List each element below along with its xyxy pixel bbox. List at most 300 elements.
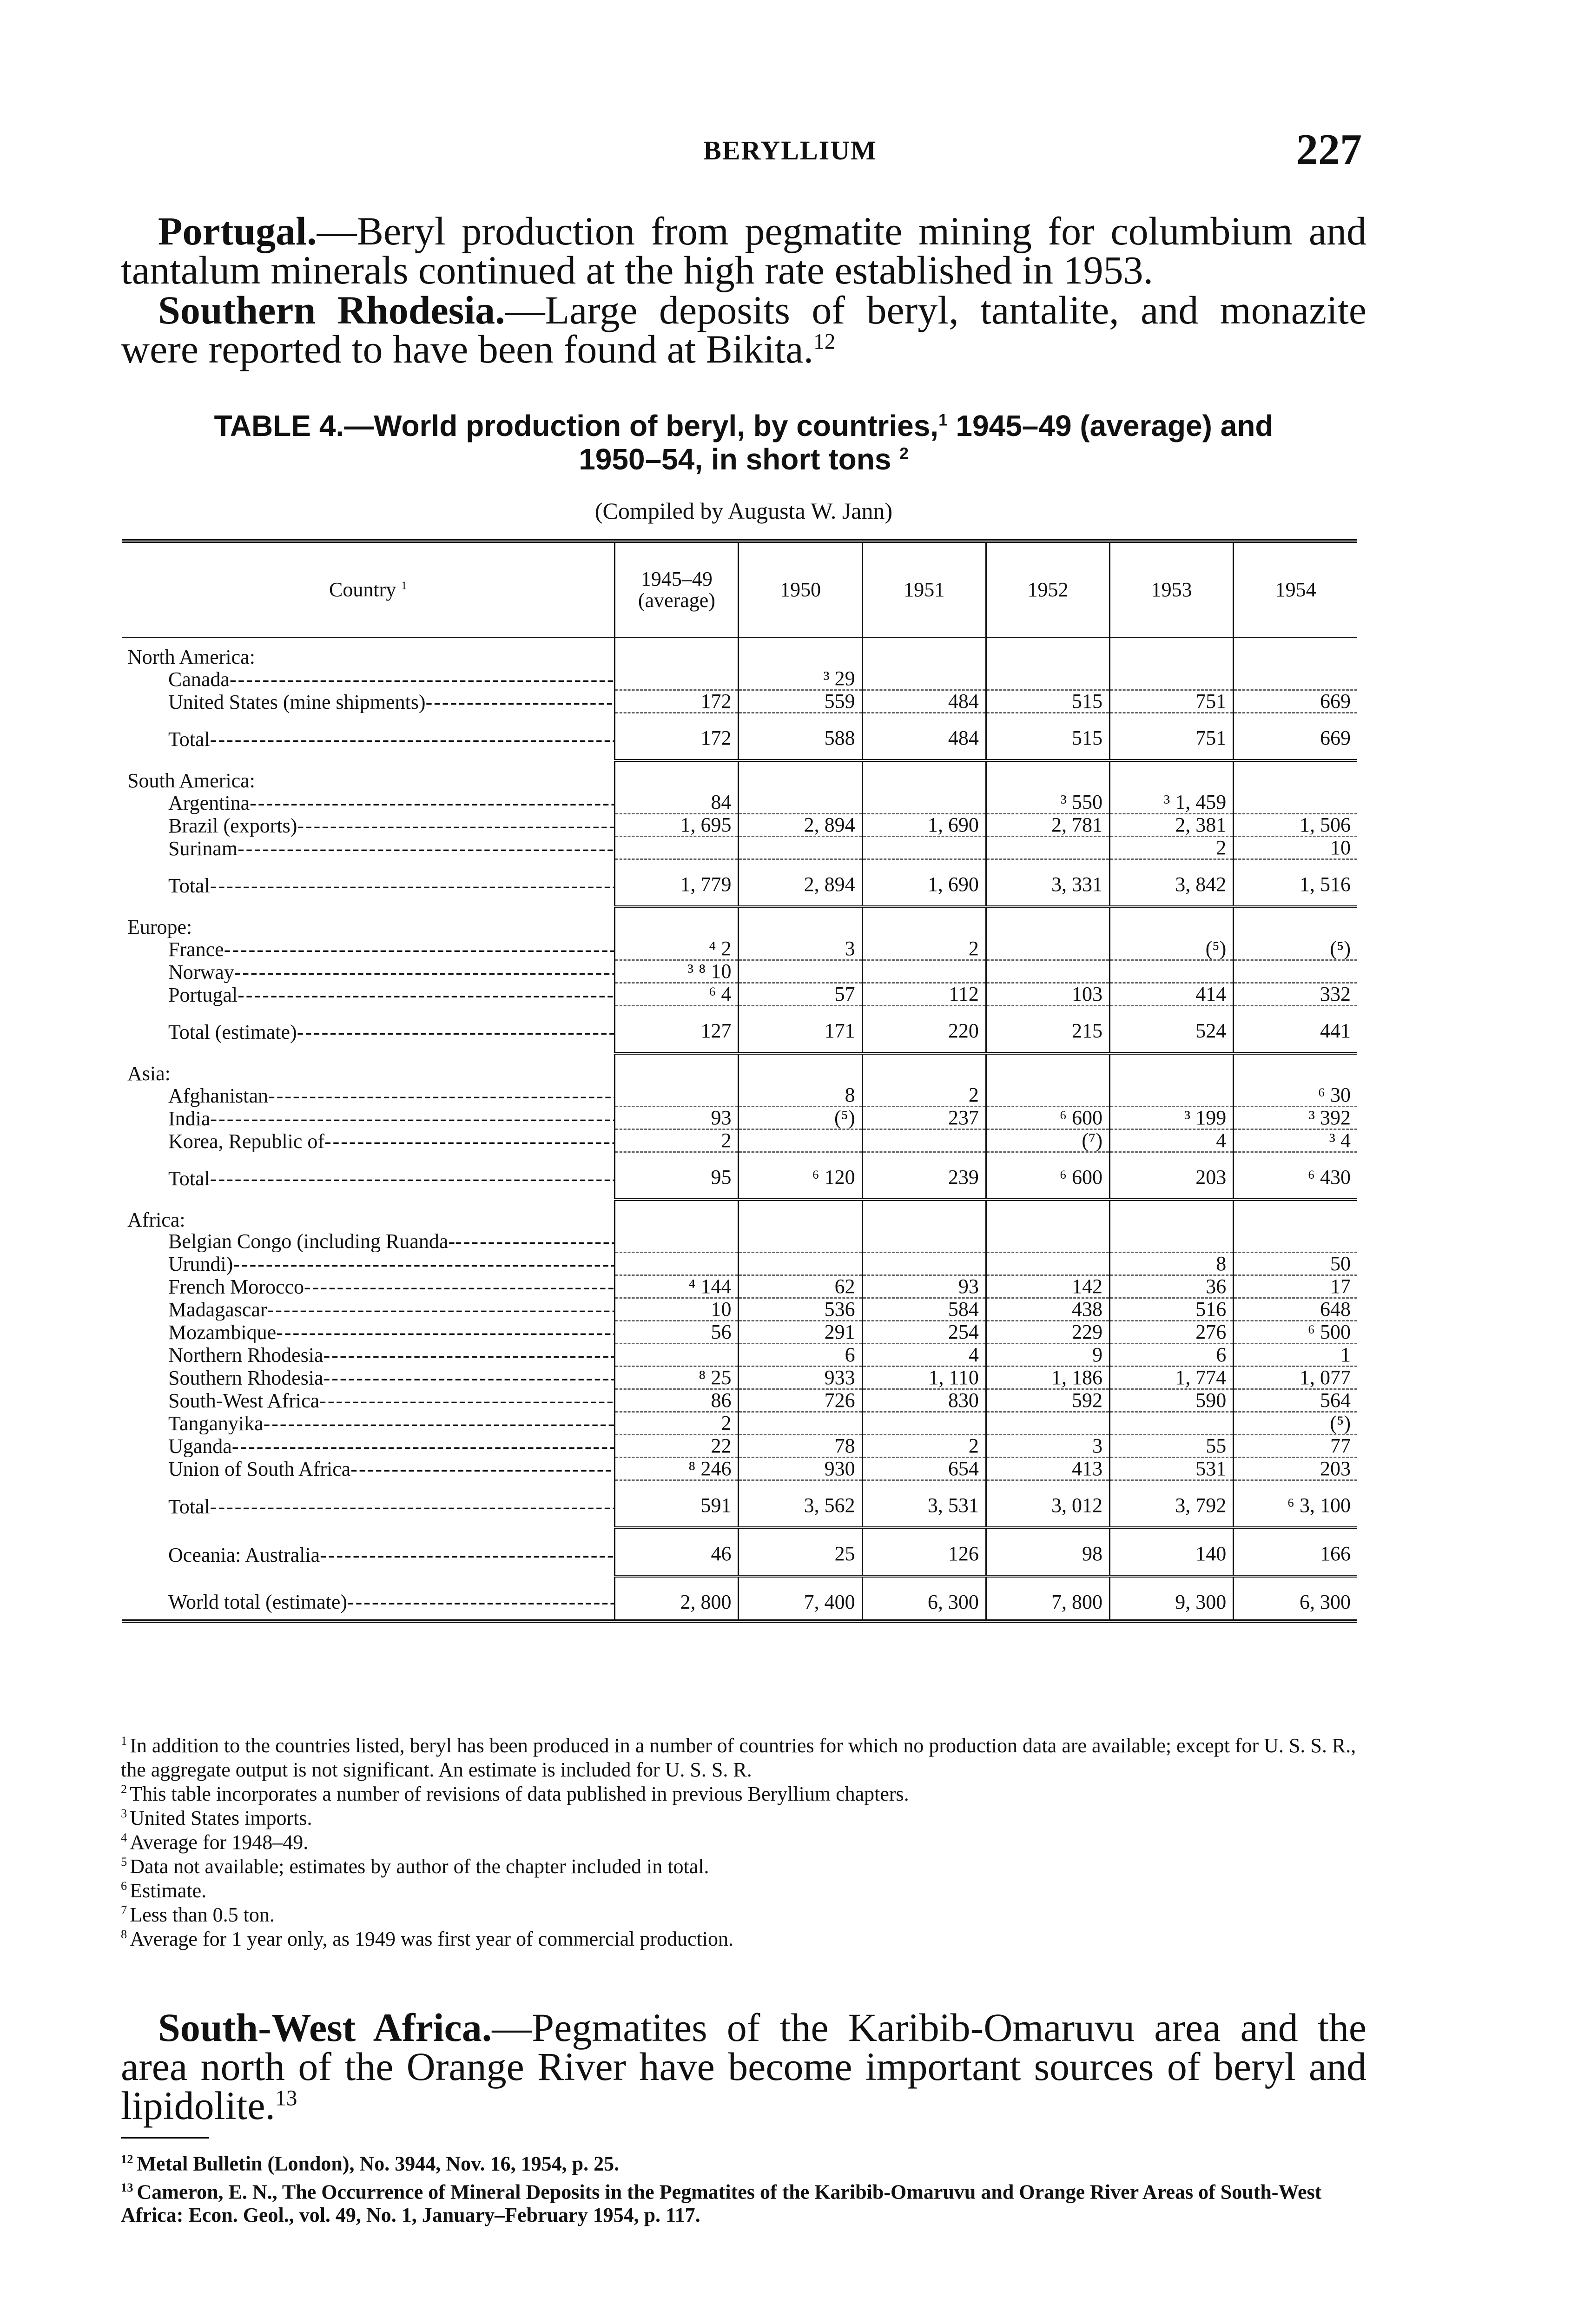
paragraph-text: —Pegmatites of the Karibib-Omaruvu area and the area north of the Orange River have become important sources of beryl and lipidolite. xyxy=(121,2005,1366,2128)
value-cell: 669 xyxy=(1234,690,1357,713)
table-group-row xyxy=(122,907,1357,938)
column-header-1952: 1952 xyxy=(986,541,1109,638)
page-number: 227 xyxy=(1296,125,1362,174)
value-cell xyxy=(1110,1200,1234,1231)
value-cell: 3, 842 xyxy=(1110,859,1234,907)
table-footnote: $^2$ This table incorporates a number of revisions of data published in previous Beryllium chapters. xyxy=(121,1782,909,1805)
value-cell: 10 xyxy=(615,1298,739,1320)
value-cell xyxy=(986,1084,1109,1107)
value-cell xyxy=(1234,907,1357,938)
value-cell: ⁶ 3, 100 xyxy=(1234,1480,1357,1528)
value-cell: 515 xyxy=(986,690,1109,713)
value-cell: 93 xyxy=(615,1107,739,1129)
country-name-cell: Total ----- xyxy=(122,1480,615,1528)
value-cell: 2, 781 xyxy=(986,814,1109,837)
table-footnote: $^4$ Average for 1948–49. xyxy=(121,1830,309,1854)
footnote-divider xyxy=(121,2137,209,2139)
value-cell: 17 xyxy=(1234,1275,1357,1298)
value-cell: ³ 199 xyxy=(1110,1107,1234,1129)
value-cell xyxy=(986,1252,1109,1275)
source-footnote: $^{13}$ Cameron, E. N., The Occurrence of Mineral Deposits in the Pegmatites of the Karibib-Omaruvu and Orange River Areas of South-West Africa: Econ. Geol., vol. 49, No. 1, January–February 1954, p. 117. xyxy=(121,2180,1322,2227)
value-cell: 2 xyxy=(862,938,986,960)
value-cell xyxy=(615,638,739,668)
value-cell: ⁶ 30 xyxy=(1234,1084,1357,1107)
value-cell xyxy=(986,1200,1109,1231)
value-cell xyxy=(862,1231,986,1252)
value-cell: 172 xyxy=(615,690,739,713)
value-cell: 9, 300 xyxy=(1110,1576,1234,1621)
table-row xyxy=(122,1320,1357,1343)
country-name-cell: Belgian Congo (including Ruanda- ----- xyxy=(122,1231,615,1252)
value-cell: (⁵) xyxy=(1234,1412,1357,1434)
value-cell: 332 xyxy=(1234,983,1357,1006)
value-cell xyxy=(739,638,862,668)
table-group-row xyxy=(122,1053,1357,1084)
footnote-ref: 12 xyxy=(813,330,836,354)
value-cell xyxy=(862,1200,986,1231)
country-name-cell: South America: xyxy=(127,769,255,792)
table-row xyxy=(122,983,1357,1006)
value-cell: 93 xyxy=(862,1275,986,1298)
country-name-cell: Portugal ----- xyxy=(122,983,615,1006)
table-row xyxy=(122,1434,1357,1457)
country-name-cell: Total ----- xyxy=(122,1152,615,1200)
country-name-cell: Mozambique ----- xyxy=(122,1320,615,1343)
value-cell: ⁸ 25 xyxy=(615,1366,739,1389)
value-cell xyxy=(986,960,1109,983)
value-cell: 2, 381 xyxy=(1110,814,1234,837)
value-cell xyxy=(986,907,1109,938)
value-cell xyxy=(862,1129,986,1152)
value-cell xyxy=(739,837,862,859)
value-cell: ³ 29 xyxy=(739,668,862,690)
country-name-cell: Europe: xyxy=(127,916,192,938)
value-cell: 1, 690 xyxy=(862,859,986,907)
country-name-cell: World total (estimate) ----- xyxy=(122,1576,615,1621)
country-name-cell: North America: xyxy=(127,646,255,668)
value-cell: 86 xyxy=(615,1389,739,1412)
value-cell: 726 xyxy=(739,1389,862,1412)
table-row xyxy=(122,1457,1357,1480)
table-footnote: $^5$ Data not available; estimates by author of the chapter included in total. xyxy=(121,1855,709,1878)
table-title-line-1: TABLE 4.—World production of beryl, by countries,$^1$ 1945–49 (average) and xyxy=(214,409,1274,442)
paragraph-heading: Southern Rhodesia. xyxy=(158,288,505,332)
country-name-cell: Union of South Africa ----- xyxy=(122,1457,615,1480)
value-cell: 438 xyxy=(986,1298,1109,1320)
value-cell: 220 xyxy=(862,1006,986,1054)
value-cell: 2 xyxy=(862,1084,986,1107)
paragraph-text: —Beryl production from pegmatite mining for columbium and tantalum minerals continued at the high rate established in 1953. xyxy=(121,209,1366,292)
value-cell: ³ ⁸ 10 xyxy=(615,960,739,983)
table-row xyxy=(122,1107,1357,1129)
table-row xyxy=(122,792,1357,814)
value-cell: 516 xyxy=(1110,1298,1234,1320)
value-cell: 1, 779 xyxy=(615,859,739,907)
table-title-line-2: 1950–54, in short tons $^2$ xyxy=(579,442,909,476)
value-cell: 6 xyxy=(739,1343,862,1366)
value-cell: 584 xyxy=(862,1298,986,1320)
value-cell: 4 xyxy=(862,1343,986,1366)
value-cell: ⁶ 430 xyxy=(1234,1152,1357,1200)
table-total-row xyxy=(122,1006,1357,1054)
value-cell xyxy=(1110,907,1234,938)
value-cell: ³ 550 xyxy=(986,792,1109,814)
value-cell xyxy=(739,760,862,792)
value-cell xyxy=(862,907,986,938)
table-compiler-credit: (Compiled by Augusta W. Jann) xyxy=(594,498,893,524)
value-cell: 484 xyxy=(862,713,986,761)
value-cell: 1 xyxy=(1234,1343,1357,1366)
value-cell xyxy=(986,837,1109,859)
table-footnote: $^3$ United States imports. xyxy=(121,1806,312,1829)
table-total-row xyxy=(122,859,1357,907)
column-header-1953: 1953 xyxy=(1110,541,1234,638)
table-total-row xyxy=(122,713,1357,761)
value-cell: 229 xyxy=(986,1320,1109,1343)
country-name-cell: South-West Africa ----- xyxy=(122,1389,615,1412)
table-total-row xyxy=(122,1480,1357,1528)
value-cell: 2, 800 xyxy=(615,1576,739,1621)
value-cell xyxy=(739,1053,862,1084)
value-cell: 237 xyxy=(862,1107,986,1129)
value-cell: 8 xyxy=(1110,1252,1234,1275)
value-cell: 648 xyxy=(1234,1298,1357,1320)
value-cell: 215 xyxy=(986,1006,1109,1054)
value-cell: 830 xyxy=(862,1389,986,1412)
running-title: BERYLLIUM xyxy=(703,135,877,165)
value-cell: 515 xyxy=(986,713,1109,761)
value-cell: 3, 531 xyxy=(862,1480,986,1528)
value-cell xyxy=(615,1231,739,1252)
table-world-total-row xyxy=(122,1576,1357,1621)
country-name-cell: Madagascar ----- xyxy=(122,1298,615,1320)
value-cell xyxy=(739,1231,862,1252)
value-cell xyxy=(739,1412,862,1434)
value-cell xyxy=(615,1252,739,1275)
value-cell xyxy=(1234,1053,1357,1084)
value-cell: 590 xyxy=(1110,1389,1234,1412)
value-cell xyxy=(862,1252,986,1275)
value-cell: 55 xyxy=(1110,1434,1234,1457)
table-total-row xyxy=(122,1528,1357,1576)
value-cell: 103 xyxy=(986,983,1109,1006)
value-cell: 56 xyxy=(615,1320,739,1343)
table-row xyxy=(122,1252,1357,1275)
table-row xyxy=(122,1231,1357,1252)
value-cell: 6 xyxy=(1110,1343,1234,1366)
value-cell: 84 xyxy=(615,792,739,814)
table-row xyxy=(122,1129,1357,1152)
value-cell: 3, 562 xyxy=(739,1480,862,1528)
value-cell xyxy=(1110,1231,1234,1252)
value-cell xyxy=(1110,668,1234,690)
value-cell: 484 xyxy=(862,690,986,713)
country-name-cell: Canada ----- xyxy=(122,668,615,690)
table-row xyxy=(122,1366,1357,1389)
value-cell xyxy=(1234,1231,1357,1252)
value-cell: 2 xyxy=(615,1412,739,1434)
paragraph-southern-rhodesia xyxy=(121,290,1366,369)
value-cell: 654 xyxy=(862,1457,986,1480)
value-cell: 203 xyxy=(1110,1152,1234,1200)
value-cell xyxy=(739,1200,862,1231)
country-name-cell: United States (mine shipments) ----- xyxy=(122,690,615,713)
value-cell xyxy=(739,1252,862,1275)
value-cell: 7, 400 xyxy=(739,1576,862,1621)
value-cell: (⁵) xyxy=(1234,938,1357,960)
value-cell: 413 xyxy=(986,1457,1109,1480)
value-cell xyxy=(986,760,1109,792)
table-group-row xyxy=(122,760,1357,792)
table-footnote: $^7$ Less than 0.5 ton. xyxy=(121,1903,275,1926)
paragraph-text: —Large deposits of beryl, tantalite, and monazite were reported to have been found at Bikita. xyxy=(121,288,1366,371)
value-cell: 531 xyxy=(1110,1457,1234,1480)
value-cell: 536 xyxy=(739,1298,862,1320)
table-footnote: $^8$ Average for 1 year only, as 1949 was first year of commercial production. xyxy=(121,1927,733,1950)
country-name-cell: Total ----- xyxy=(122,859,615,907)
value-cell: 2, 894 xyxy=(739,859,862,907)
value-cell: 3 xyxy=(739,938,862,960)
value-cell: 2 xyxy=(615,1129,739,1152)
table-body xyxy=(122,638,1357,1621)
value-cell: 25 xyxy=(739,1528,862,1576)
table-group-row xyxy=(122,1200,1357,1231)
value-cell: 142 xyxy=(986,1275,1109,1298)
value-cell: ⁸ 246 xyxy=(615,1457,739,1480)
value-cell xyxy=(1110,638,1234,668)
value-cell: ⁶ 500 xyxy=(1234,1320,1357,1343)
country-name-cell: Brazil (exports) ----- xyxy=(122,814,615,837)
value-cell: 591 xyxy=(615,1480,739,1528)
value-cell: 592 xyxy=(986,1389,1109,1412)
value-cell: 22 xyxy=(615,1434,739,1457)
value-cell: 291 xyxy=(739,1320,862,1343)
value-cell: 1, 186 xyxy=(986,1366,1109,1389)
value-cell: ³ 392 xyxy=(1234,1107,1357,1129)
value-cell: 7, 800 xyxy=(986,1576,1109,1621)
value-cell xyxy=(986,938,1109,960)
value-cell: 1, 506 xyxy=(1234,814,1357,837)
value-cell xyxy=(1234,638,1357,668)
country-name-cell: Surinam ----- xyxy=(122,837,615,859)
value-cell: ⁴ 144 xyxy=(615,1275,739,1298)
value-cell xyxy=(1234,760,1357,792)
value-cell xyxy=(1234,960,1357,983)
value-cell xyxy=(862,792,986,814)
table-row xyxy=(122,690,1357,713)
country-name-cell: Tanganyika ----- xyxy=(122,1412,615,1434)
value-cell: 1, 695 xyxy=(615,814,739,837)
value-cell: 3 xyxy=(986,1434,1109,1457)
table-row xyxy=(122,837,1357,859)
table-row xyxy=(122,1275,1357,1298)
country-name-cell: Asia: xyxy=(127,1062,171,1084)
table-group-row xyxy=(122,638,1357,668)
country-name-cell: Total ----- xyxy=(122,713,615,761)
value-cell: ⁶ 120 xyxy=(739,1152,862,1200)
value-cell: 933 xyxy=(739,1366,862,1389)
paragraph-portugal xyxy=(121,211,1366,290)
table-row xyxy=(122,1412,1357,1434)
value-cell: 239 xyxy=(862,1152,986,1200)
value-cell xyxy=(615,760,739,792)
value-cell xyxy=(615,837,739,859)
value-cell xyxy=(862,837,986,859)
value-cell: 254 xyxy=(862,1320,986,1343)
value-cell xyxy=(862,638,986,668)
value-cell xyxy=(739,960,862,983)
table-title xyxy=(121,409,1366,476)
value-cell: 564 xyxy=(1234,1389,1357,1412)
value-cell: 77 xyxy=(1234,1434,1357,1457)
value-cell xyxy=(862,668,986,690)
value-cell: 1, 077 xyxy=(1234,1366,1357,1389)
table-row xyxy=(122,814,1357,837)
table-row xyxy=(122,1298,1357,1320)
value-cell: 166 xyxy=(1234,1528,1357,1576)
country-name-cell: India ----- xyxy=(122,1107,615,1129)
value-cell: 3, 792 xyxy=(1110,1480,1234,1528)
value-cell: ³ 1, 459 xyxy=(1110,792,1234,814)
table-total-row xyxy=(122,1152,1357,1200)
value-cell xyxy=(1234,792,1357,814)
value-cell: 441 xyxy=(1234,1006,1357,1054)
country-name-cell: French Morocco ----- xyxy=(122,1275,615,1298)
value-cell: ⁴ 2 xyxy=(615,938,739,960)
value-cell: 78 xyxy=(739,1434,862,1457)
table-footnote: $^1$ In addition to the countries listed, beryl has been produced in a number of countries for which no production data are available; except for U. S. S. R., the aggregate output is not significant. An estimate is included for U. S. S. R. xyxy=(121,1734,1356,1781)
value-cell xyxy=(1110,1412,1234,1434)
value-cell: 140 xyxy=(1110,1528,1234,1576)
value-cell: 751 xyxy=(1110,690,1234,713)
value-cell xyxy=(1110,760,1234,792)
value-cell: 414 xyxy=(1110,983,1234,1006)
value-cell xyxy=(1110,1053,1234,1084)
value-cell xyxy=(1234,668,1357,690)
table-footnote: $^6$ Estimate. xyxy=(121,1879,207,1902)
value-cell: 3, 331 xyxy=(986,859,1109,907)
value-cell: 2 xyxy=(862,1434,986,1457)
value-cell xyxy=(862,1412,986,1434)
footnote-ref: 13 xyxy=(275,2086,297,2111)
value-cell: 46 xyxy=(615,1528,739,1576)
value-cell xyxy=(862,1053,986,1084)
value-cell: (⁵) xyxy=(739,1107,862,1129)
country-name-cell: Africa: xyxy=(127,1208,185,1231)
value-cell xyxy=(986,668,1109,690)
value-cell xyxy=(1234,1200,1357,1231)
value-cell: 524 xyxy=(1110,1006,1234,1054)
column-header-country: Country $^1$ xyxy=(122,541,615,638)
value-cell: 50 xyxy=(1234,1252,1357,1275)
paragraph-heading: Portugal. xyxy=(158,209,317,253)
column-header-1950: 1950 xyxy=(739,541,862,638)
value-cell: 62 xyxy=(739,1275,862,1298)
value-cell: 4 xyxy=(1110,1129,1234,1152)
value-cell: 9 xyxy=(986,1343,1109,1366)
value-cell xyxy=(986,638,1109,668)
value-cell: 6, 300 xyxy=(1234,1576,1357,1621)
table-row xyxy=(122,668,1357,690)
value-cell: 203 xyxy=(1234,1457,1357,1480)
source-footnotes xyxy=(121,2147,1366,2227)
beryl-production-table xyxy=(122,539,1357,1623)
column-header-1945-49: 1945–49 (average) xyxy=(615,541,739,638)
value-cell xyxy=(615,1053,739,1084)
country-name-cell: France ----- xyxy=(122,938,615,960)
value-cell: ⁶ 600 xyxy=(986,1107,1109,1129)
value-cell: 1, 516 xyxy=(1234,859,1357,907)
country-name-cell: Argentina ----- xyxy=(122,792,615,814)
value-cell: 276 xyxy=(1110,1320,1234,1343)
country-name-cell: Afghanistan ----- xyxy=(122,1084,615,1107)
value-cell xyxy=(986,1053,1109,1084)
value-cell: 8 xyxy=(739,1084,862,1107)
value-cell: 126 xyxy=(862,1528,986,1576)
value-cell: 98 xyxy=(986,1528,1109,1576)
value-cell xyxy=(862,760,986,792)
value-cell xyxy=(739,907,862,938)
value-cell: 6, 300 xyxy=(862,1576,986,1621)
value-cell: 171 xyxy=(739,1006,862,1054)
table-row xyxy=(122,1343,1357,1366)
table-row xyxy=(122,960,1357,983)
column-header-1954: 1954 xyxy=(1234,541,1357,638)
country-name-cell: Oceania: Australia ----- xyxy=(122,1528,615,1576)
table-row xyxy=(122,1389,1357,1412)
value-cell: 1, 690 xyxy=(862,814,986,837)
paragraph-heading: South-West Africa. xyxy=(158,2005,492,2050)
country-name-cell: Uganda ----- xyxy=(122,1434,615,1457)
value-cell: 751 xyxy=(1110,713,1234,761)
value-cell: 1, 774 xyxy=(1110,1366,1234,1389)
country-name-cell: Norway ----- xyxy=(122,960,615,983)
value-cell: 57 xyxy=(739,983,862,1006)
country-name-cell: Northern Rhodesia ----- xyxy=(122,1343,615,1366)
table-header-row xyxy=(122,541,1357,638)
value-cell: 36 xyxy=(1110,1275,1234,1298)
value-cell xyxy=(615,1084,739,1107)
value-cell xyxy=(986,1231,1109,1252)
value-cell xyxy=(615,1343,739,1366)
value-cell: 2 xyxy=(1110,837,1234,859)
value-cell: 2, 894 xyxy=(739,814,862,837)
value-cell xyxy=(739,1129,862,1152)
value-cell: 930 xyxy=(739,1457,862,1480)
column-header-1951: 1951 xyxy=(862,541,986,638)
table-row xyxy=(122,938,1357,960)
value-cell xyxy=(986,1412,1109,1434)
value-cell xyxy=(1110,960,1234,983)
value-cell xyxy=(615,907,739,938)
value-cell: 127 xyxy=(615,1006,739,1054)
value-cell: ³ 4 xyxy=(1234,1129,1357,1152)
value-cell xyxy=(615,1200,739,1231)
value-cell: 588 xyxy=(739,713,862,761)
value-cell: 112 xyxy=(862,983,986,1006)
value-cell xyxy=(1110,1084,1234,1107)
value-cell xyxy=(615,668,739,690)
table-row xyxy=(122,1084,1357,1107)
country-name-cell: Urundi) ----- xyxy=(122,1252,615,1275)
country-name-cell: Total (estimate) ----- xyxy=(122,1006,615,1054)
country-name-cell: Korea, Republic of ----- xyxy=(122,1129,615,1152)
paragraph-south-west-africa xyxy=(121,2005,1366,2128)
value-cell: 95 xyxy=(615,1152,739,1200)
value-cell: ⁶ 600 xyxy=(986,1152,1109,1200)
value-cell: (⁵) xyxy=(1110,938,1234,960)
value-cell xyxy=(739,792,862,814)
